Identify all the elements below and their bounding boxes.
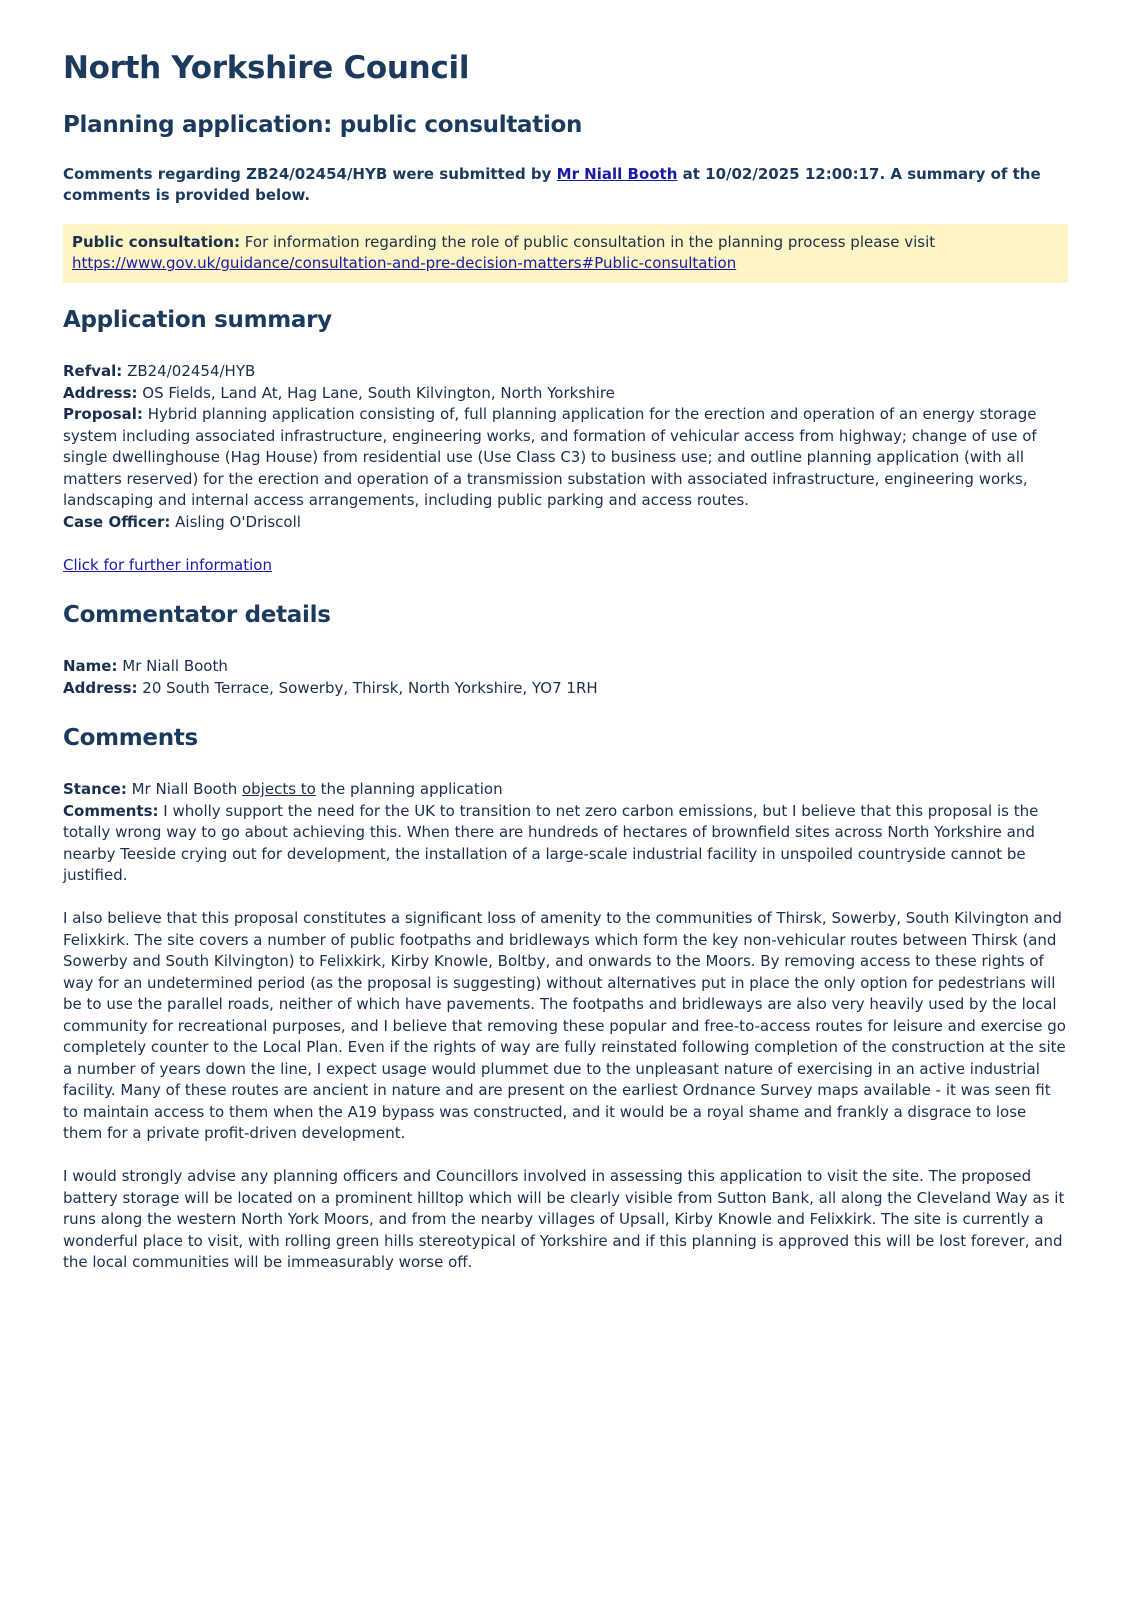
document-page [63, 50, 1068, 1274]
case-officer-label: Case Officer: [63, 512, 171, 531]
spacer [63, 533, 1068, 555]
refval-label: Refval: [63, 362, 123, 380]
commenter-link[interactable]: Mr Niall Booth [556, 165, 678, 183]
comment-paragraph-3: I would strongly advise any planning officers and Councillors involved in assessing this application to visit the site. The proposed battery storage will be located on a prominent hilltop which will be clearly visible from Sutton Bank, all along the Cleveland Way as it runs along the western North York Moors, and from the nearby villages of Upsall, Kirby Knowle and Felixkirk. The site is currently a wonderful place to visit, with rolling green hills stereotypical of Yorkshire and if this planning is approved this will be lost forever, and the local communities will be immeasurably worse off. [63, 1167, 1065, 1271]
submission-intro [63, 164, 1068, 206]
council-title: North Yorkshire Council [63, 50, 470, 86]
comment-paragraph-1 [63, 801, 1068, 887]
spacer [63, 1145, 1068, 1167]
proposal-label: Proposal: [63, 405, 143, 423]
commentator-name-value: Mr Niall Booth [117, 657, 228, 675]
comments-label: Comments: [63, 801, 159, 820]
commentator-name-field [63, 656, 1068, 678]
comment-text-1: I wholly support the need for the UK to transition to net zero carbon emissions, but I believe that this proposal is the totally wrong way to go about achieving this. When there are hundreds of hectares of brownfield sites across North Yorkshire and nearby Teeside crying out for development, the installation of a large-scale industrial facility in unspoiled countryside cannot be justified. [63, 801, 1039, 884]
commentator-heading: Commentator details [63, 602, 331, 628]
refval-field [63, 361, 1068, 383]
application-summary-heading: Application summary [63, 307, 332, 333]
commentator-address-label: Address: [63, 678, 138, 697]
case-officer-field [63, 512, 1068, 534]
public-consultation-notice [63, 224, 1068, 283]
commentator-name-label: Name: [63, 657, 118, 675]
stance-label: Stance: [63, 780, 127, 798]
application-address-field [63, 383, 1068, 405]
proposal-field [63, 404, 1068, 512]
comment-paragraph-2: I also believe that this proposal constitutes a significant loss of amenity to the communities of Thirsk, Sowerby, South Kilvington and Felixkirk. The site covers a number of public footpaths and bridleways which form the key non-vehicular routes between Thirsk (and Sowerby and South Kilvington) to Felixkirk, Kirby Knowle, Boltby, and onwards to the Moors. By removing access to these rights of way for an undetermined period (as the proposal is suggesting) without alternatives put in place the only option for pedestrians will be to use the parallel roads, neither of which have pavements. The footpaths and bridleways are also very heavily used by the local community for recreational purposes, and I believe that removing these popular and free-to-access routes for leisure and exercise go completely counter to the Local Plan. Even if the rights of way are fully reinstated following completion of the construction at the site a number of years down the line, I expect usage would plummet due to the unpleasant nature of exercising in an active industrial facility. Many of these routes are ancient in nature and are present on the earliest Ordnance Survey maps available - it was seen fit to maintain access to them when the A19 bypass was constructed, and it would be a royal shame and frankly a disgrace to lose them for a private profit-driven development. [63, 909, 1066, 1142]
case-officer-value: Aisling O'Driscoll [170, 512, 301, 531]
intro-prefix: Comments regarding ZB24/02454/HYB were submitted by [63, 165, 557, 183]
notice-text: For information regarding the role of public consultation in the planning process please visit [240, 233, 936, 251]
intro-suffix: at 10/02/2025 12:00:17. A summary of the comments is provided below. [63, 165, 1041, 204]
spacer [63, 887, 1068, 909]
stance-prefix: Mr Niall Booth [126, 780, 242, 798]
stance-suffix: the planning application [315, 780, 503, 798]
application-address-value: OS Fields, Land At, Hag Lane, South Kilvington, North Yorkshire [137, 383, 615, 402]
notice-label: Public consultation: [72, 233, 241, 251]
further-info-link[interactable]: Click for further information [63, 555, 272, 574]
page-subtitle: Planning application: public consultation [63, 112, 583, 138]
stance-field [63, 779, 1068, 801]
proposal-value: Hybrid planning application consisting of, full planning application for the erection and operation of an energy storage system including associated infrastructure, engineering works, and formation of vehicular access from highway; change of use of single dwellinghouse (Hag House) from residential use (Use Class C3) to business use; and outline planning application (with all matters reserved) for the erection and operation of a transmission substation with associated infrastructure, engineering works, landscaping and internal access arrangements, including public parking and access routes. [63, 405, 1037, 509]
stance-value: objects to [241, 780, 316, 798]
comments-heading: Comments [63, 725, 198, 751]
application-address-label: Address: [63, 383, 138, 402]
further-info-row [63, 555, 1068, 577]
commentator-address-field [63, 678, 1068, 700]
consultation-guidance-link[interactable]: https://www.gov.uk/guidance/consultation-and-pre-decision-matters#Public-consultation [72, 254, 737, 272]
refval-value: ZB24/02454/HYB [122, 362, 256, 380]
commentator-address-value: 20 South Terrace, Sowerby, Thirsk, North Yorkshire, YO7 1RH [137, 678, 598, 697]
